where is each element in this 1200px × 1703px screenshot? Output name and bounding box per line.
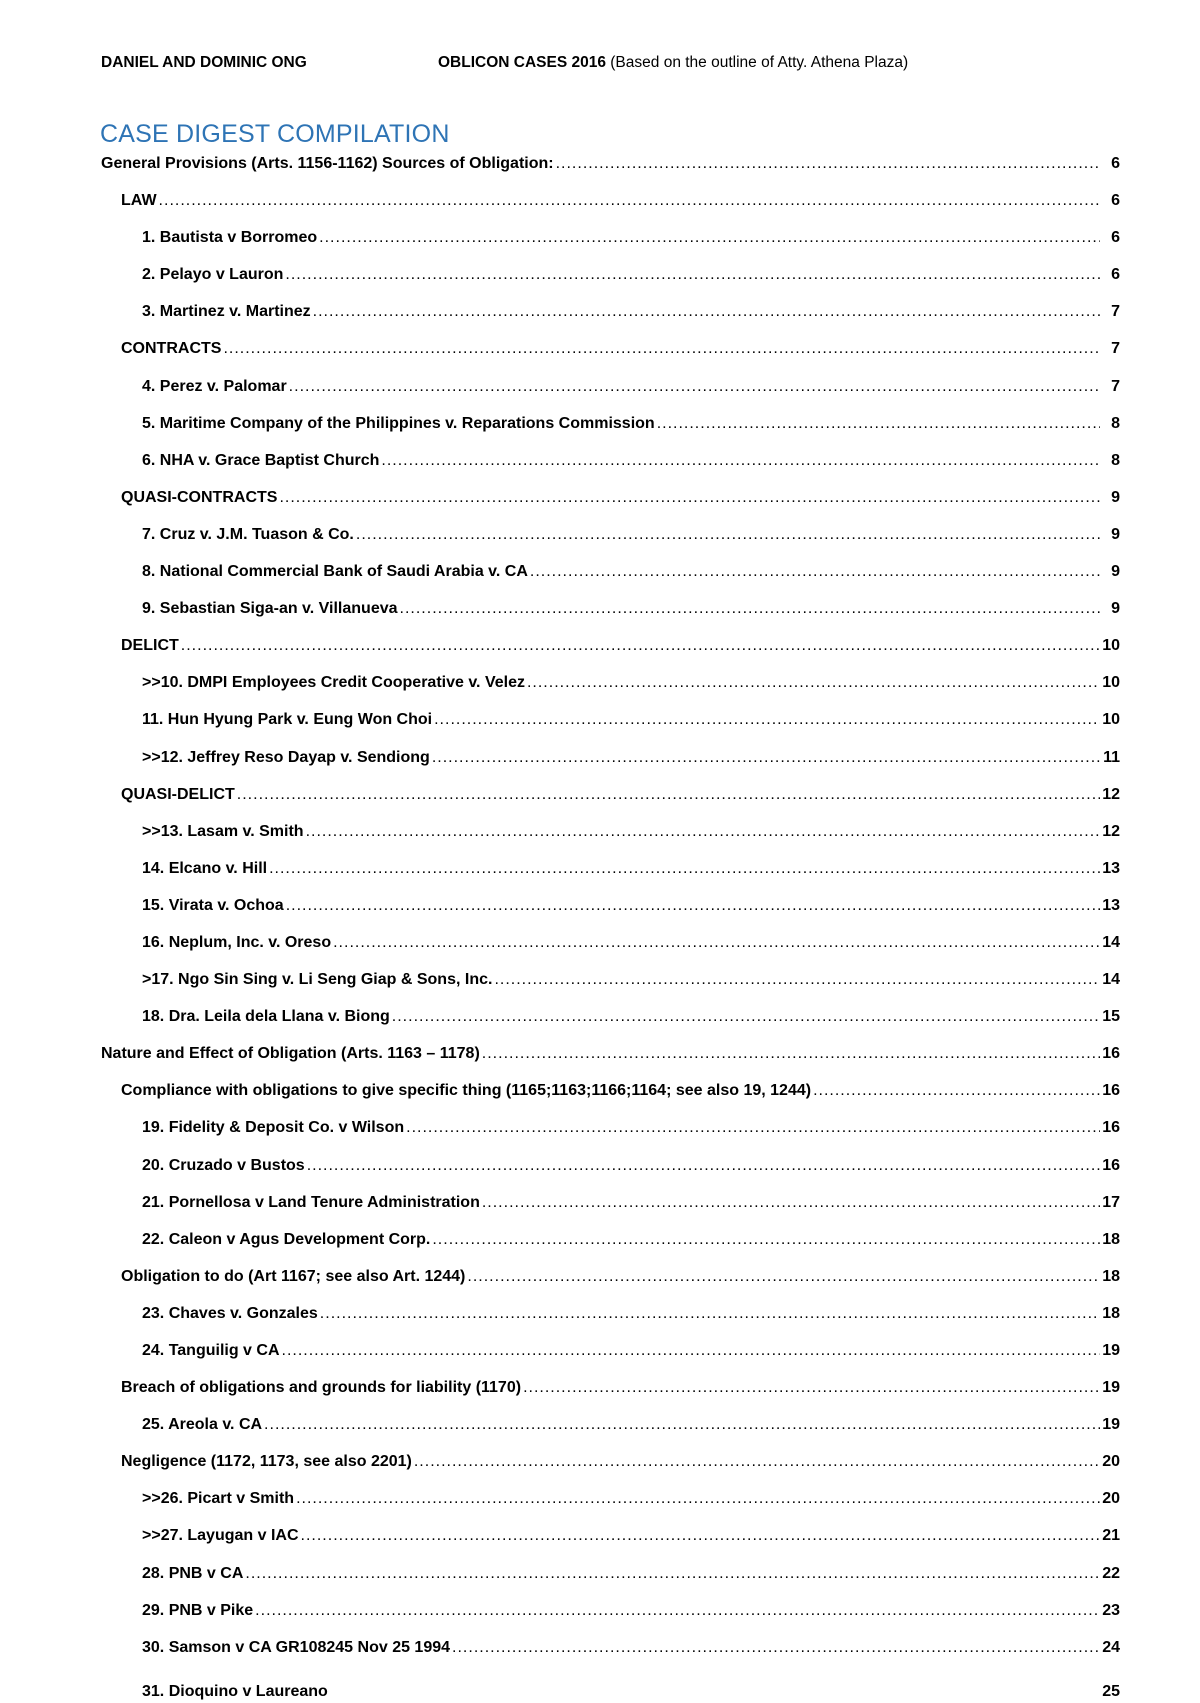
toc-entry-label: Breach of obligations and grounds for liability (1170) <box>121 1379 522 1397</box>
toc-entry-page: 14 <box>1102 933 1120 951</box>
toc-entry-page: 17 <box>1102 1193 1120 1211</box>
toc-entry-label: LAW <box>121 192 157 210</box>
toc-entry-page: 16 <box>1102 1119 1120 1137</box>
toc-entry-page: 20 <box>1102 1453 1120 1471</box>
toc-entry[interactable] <box>101 1526 1120 1563</box>
toc-leader-dots <box>467 1267 1100 1287</box>
toc-entry-label: 1. Bautista v Borromeo <box>142 229 318 247</box>
toc-entry[interactable] <box>101 1489 1120 1526</box>
toc-entry-label: 28. PNB v CA <box>142 1564 244 1582</box>
toc-leader-dots <box>452 1638 1100 1658</box>
toc-leader-dots <box>523 1378 1100 1398</box>
toc-leader-dots <box>333 933 1100 953</box>
header-course-subtitle: (Based on the outline of Atty. Athena Plaza) <box>605 54 909 71</box>
toc-entry-label: >>26. Picart v Smith <box>142 1490 295 1508</box>
toc-entry-label: Obligation to do (Art 1167; see also Art. 1244) <box>121 1267 466 1285</box>
toc-leader-dots <box>285 265 1100 285</box>
toc-entry-page: 14 <box>1102 971 1120 989</box>
toc-leader-dots <box>313 302 1100 322</box>
toc-entry[interactable] <box>101 1415 1120 1452</box>
toc-leader-dots <box>289 377 1100 397</box>
toc-entry-label: 31. Dioquino v Laureano <box>142 1683 328 1700</box>
toc-leader-dots <box>307 1156 1100 1176</box>
toc-entry-page: 11 <box>1103 748 1120 766</box>
toc-entry[interactable] <box>101 822 1120 859</box>
toc-entry-label: 7. Cruz v. J.M. Tuason & Co. <box>142 525 354 543</box>
toc-leader-dots <box>414 1452 1100 1472</box>
toc-leader-dots <box>530 562 1100 582</box>
toc-leader-dots <box>392 1007 1100 1027</box>
toc-leader-dots <box>269 859 1100 879</box>
toc-entry-label: >>27. Layugan v IAC <box>142 1527 299 1545</box>
toc-entry[interactable] <box>101 1156 1120 1193</box>
toc-leader-dots <box>306 822 1100 842</box>
toc-entry[interactable] <box>101 1267 1120 1304</box>
toc-entry-label: Compliance with obligations to give specific thing (1165;1163;1166;1164; see also 19, 1244) <box>121 1082 812 1100</box>
toc-leader-dots <box>264 1415 1100 1435</box>
toc-entry-label: 18. Dra. Leila dela Llana v. Biong <box>142 1008 390 1026</box>
toc-leader-dots <box>255 1601 1100 1621</box>
toc-leader-dots <box>434 710 1100 730</box>
toc-entry[interactable] <box>101 1044 1120 1081</box>
toc-entry-label: 21. Pornellosa v Land Tenure Administration <box>142 1193 480 1211</box>
header-course-title: OBLICON CASES 2016 <box>438 54 606 71</box>
toc-leader-dots <box>245 1564 1100 1584</box>
toc-entry[interactable] <box>101 636 1120 673</box>
toc-entry-page: 7 <box>1111 303 1120 321</box>
toc-entry-label: 4. Perez v. Palomar <box>142 377 287 395</box>
toc-leader-dots <box>279 488 1100 508</box>
toc-entry-label: 25. Areola v. CA <box>142 1416 263 1434</box>
toc-leader-dots <box>282 1341 1101 1361</box>
toc-leader-dots <box>813 1081 1100 1101</box>
toc-entry-page: 21 <box>1102 1527 1120 1545</box>
toc-entry[interactable] <box>101 339 1120 376</box>
toc-entry[interactable] <box>101 228 1120 265</box>
toc-entry-label: QUASI-CONTRACTS <box>121 488 278 506</box>
toc-leader-dots <box>406 1118 1100 1138</box>
toc-entry[interactable] <box>101 1601 1120 1638</box>
toc-entry-label: 15. Virata v. Ochoa <box>142 896 284 914</box>
toc-entry-label: 6. NHA v. Grace Baptist Church <box>142 451 380 469</box>
toc-entry[interactable] <box>101 1304 1120 1341</box>
toc-entry[interactable] <box>101 1452 1120 1489</box>
toc-entry[interactable] <box>101 933 1120 970</box>
toc-leader-dots <box>301 1526 1100 1546</box>
toc-leader-dots <box>356 525 1100 545</box>
toc-entry-label: 23. Chaves v. Gonzales <box>142 1304 318 1322</box>
toc-entry-label: CONTRACTS <box>121 340 222 358</box>
toc-entry-page: 13 <box>1102 859 1120 877</box>
toc-leader-dots <box>432 748 1100 768</box>
toc-leader-dots <box>319 228 1100 248</box>
toc-leader-dots <box>328 1683 1102 1703</box>
toc-entry[interactable] <box>101 451 1120 488</box>
toc-leader-dots <box>482 1193 1100 1213</box>
toc-entry[interactable] <box>101 785 1120 822</box>
toc-entry-label: Nature and Effect of Obligation (Arts. 1163 – 1178) <box>101 1045 480 1063</box>
toc-leader-dots <box>527 673 1100 693</box>
toc-entry-label: Negligence (1172, 1173, see also 2201) <box>121 1453 412 1471</box>
toc-entry-page: 18 <box>1102 1267 1120 1285</box>
toc-entry[interactable] <box>101 265 1120 302</box>
toc-leader-dots <box>159 191 1100 211</box>
toc-entry-page: 15 <box>1102 1008 1120 1026</box>
toc-entry-page: 13 <box>1102 896 1120 914</box>
toc-entry[interactable] <box>101 488 1120 525</box>
toc-entry[interactable] <box>101 1118 1120 1155</box>
toc-entry-page: 7 <box>1111 340 1120 358</box>
toc-entry-label: 30. Samson v CA GR108245 Nov 25 1994 <box>142 1638 451 1656</box>
toc-leader-dots <box>482 1044 1100 1064</box>
toc-entry-label: 14. Elcano v. Hill <box>142 859 268 877</box>
toc-entry-page: 10 <box>1102 711 1120 729</box>
toc-entry[interactable] <box>101 1081 1120 1118</box>
toc-entry-label: 8. National Commercial Bank of Saudi Arabia v. CA <box>142 563 528 581</box>
toc-leader-dots <box>296 1489 1100 1509</box>
toc-entry-label: >17. Ngo Sin Sing v. Li Seng Giap & Sons, Inc. <box>142 971 493 989</box>
toc-entry-label: 2. Pelayo v Lauron <box>142 266 284 284</box>
toc-entry-label: >>10. DMPI Employees Credit Cooperative v. Velez <box>142 674 525 692</box>
header-authors: DANIEL AND DOMINIC ONG <box>101 54 307 71</box>
toc-entry-page: 19 <box>1102 1379 1120 1397</box>
toc-entry[interactable] <box>101 748 1120 785</box>
toc-entry-label: 24. Tanguilig v CA <box>142 1342 280 1359</box>
toc-entry-label: 11. Hun Hyung Park v. Eung Won Choi <box>142 711 433 729</box>
toc-entry-page: 18 <box>1102 1230 1120 1248</box>
toc-entry-label: >>12. Jeffrey Reso Dayap v. Sendiong <box>142 748 430 766</box>
toc-entry[interactable] <box>101 970 1120 1007</box>
toc-entry[interactable] <box>101 896 1120 933</box>
toc-entry-label: DELICT <box>121 637 179 655</box>
toc-entry-page: 9 <box>1111 525 1120 543</box>
toc-leader-dots <box>400 599 1100 619</box>
toc-entry-page: 12 <box>1102 822 1120 840</box>
toc-entry[interactable] <box>101 377 1120 414</box>
toc-entry[interactable] <box>101 710 1120 747</box>
toc-entry-page: 6 <box>1111 229 1120 247</box>
toc-leader-dots <box>181 636 1100 656</box>
toc-entry-page: 8 <box>1111 451 1120 469</box>
toc-entry[interactable] <box>101 673 1120 710</box>
toc-entry-label: 19. Fidelity & Deposit Co. v Wilson <box>142 1119 405 1137</box>
toc-entry-label: General Provisions (Arts. 1156-1162) Sources of Obligation: <box>101 155 554 172</box>
toc-entry-label: 5. Maritime Company of the Philippines v. Reparations Commission <box>142 414 655 432</box>
toc-entry[interactable] <box>101 191 1120 228</box>
toc-entry[interactable] <box>101 1341 1120 1378</box>
toc-entry-page: 23 <box>1102 1601 1120 1619</box>
toc-entry-label: 16. Neplum, Inc. v. Oreso <box>142 933 332 951</box>
toc-entry-cutoff[interactable] <box>142 1683 1120 1703</box>
toc-entry-page: 24 <box>1102 1638 1120 1656</box>
toc-entry-page: 9 <box>1111 600 1120 618</box>
toc-entry[interactable] <box>101 562 1120 599</box>
toc-entry[interactable] <box>101 859 1120 896</box>
toc-entry[interactable] <box>101 1378 1120 1415</box>
toc-entry-page: 19 <box>1102 1416 1120 1434</box>
toc-entry-page: 6 <box>1111 155 1120 172</box>
toc-entry-page: 16 <box>1102 1156 1120 1174</box>
toc-entry[interactable] <box>101 1007 1120 1044</box>
toc-entry[interactable] <box>101 1638 1120 1675</box>
page-header <box>101 54 1121 78</box>
toc-entry-page: 9 <box>1111 563 1120 581</box>
toc-entry-page: 12 <box>1102 785 1120 803</box>
toc-entry[interactable] <box>101 302 1120 339</box>
toc-entry[interactable] <box>101 525 1120 562</box>
toc-leader-dots <box>657 414 1100 434</box>
toc-entry-page: 6 <box>1111 192 1120 210</box>
toc-entry-page: 9 <box>1111 488 1120 506</box>
toc-leader-dots <box>556 154 1100 174</box>
toc-entry-label: 20. Cruzado v Bustos <box>142 1156 305 1174</box>
toc-entry[interactable] <box>101 154 1120 191</box>
toc-entry-label: 3. Martinez v. Martinez <box>142 303 311 321</box>
toc-entry[interactable] <box>101 1230 1120 1267</box>
toc-entry-page: 16 <box>1102 1045 1120 1063</box>
toc-entry-page: 19 <box>1102 1342 1120 1359</box>
header-course <box>438 54 908 72</box>
toc-leader-dots <box>320 1304 1100 1324</box>
toc-entry-page: 18 <box>1102 1304 1120 1322</box>
toc-entry-label: 9. Sebastian Siga-an v. Villanueva <box>142 600 398 618</box>
toc-entry[interactable] <box>101 414 1120 451</box>
toc-entry-label: QUASI-DELICT <box>121 785 235 803</box>
toc-entry-label: >>13. Lasam v. Smith <box>142 822 304 840</box>
toc-entry-label: 22. Caleon v Agus Development Corp. <box>142 1230 431 1248</box>
table-of-contents <box>101 154 1120 1675</box>
toc-entry-page: 20 <box>1102 1490 1120 1508</box>
toc-entry-page: 16 <box>1102 1082 1120 1100</box>
toc-entry-page: 7 <box>1111 377 1120 395</box>
toc-entry[interactable] <box>101 599 1120 636</box>
toc-entry-label: 29. PNB v Pike <box>142 1601 254 1619</box>
toc-entry[interactable] <box>101 1564 1120 1601</box>
toc-leader-dots <box>237 785 1100 805</box>
toc-entry[interactable] <box>101 1193 1120 1230</box>
toc-leader-dots <box>381 451 1100 471</box>
toc-entry-page: 6 <box>1111 266 1120 284</box>
toc-entry-page: 10 <box>1102 637 1120 655</box>
toc-entry-page: 8 <box>1111 414 1120 432</box>
toc-leader-dots <box>494 970 1100 990</box>
page-title: CASE DIGEST COMPILATION <box>100 120 450 148</box>
toc-leader-dots <box>223 339 1100 359</box>
toc-leader-dots <box>286 896 1100 916</box>
toc-entry-page: 22 <box>1102 1564 1120 1582</box>
toc-entry-page: 10 <box>1102 674 1120 692</box>
toc-leader-dots <box>432 1230 1100 1250</box>
toc-entry-page: 25 <box>1102 1683 1120 1700</box>
